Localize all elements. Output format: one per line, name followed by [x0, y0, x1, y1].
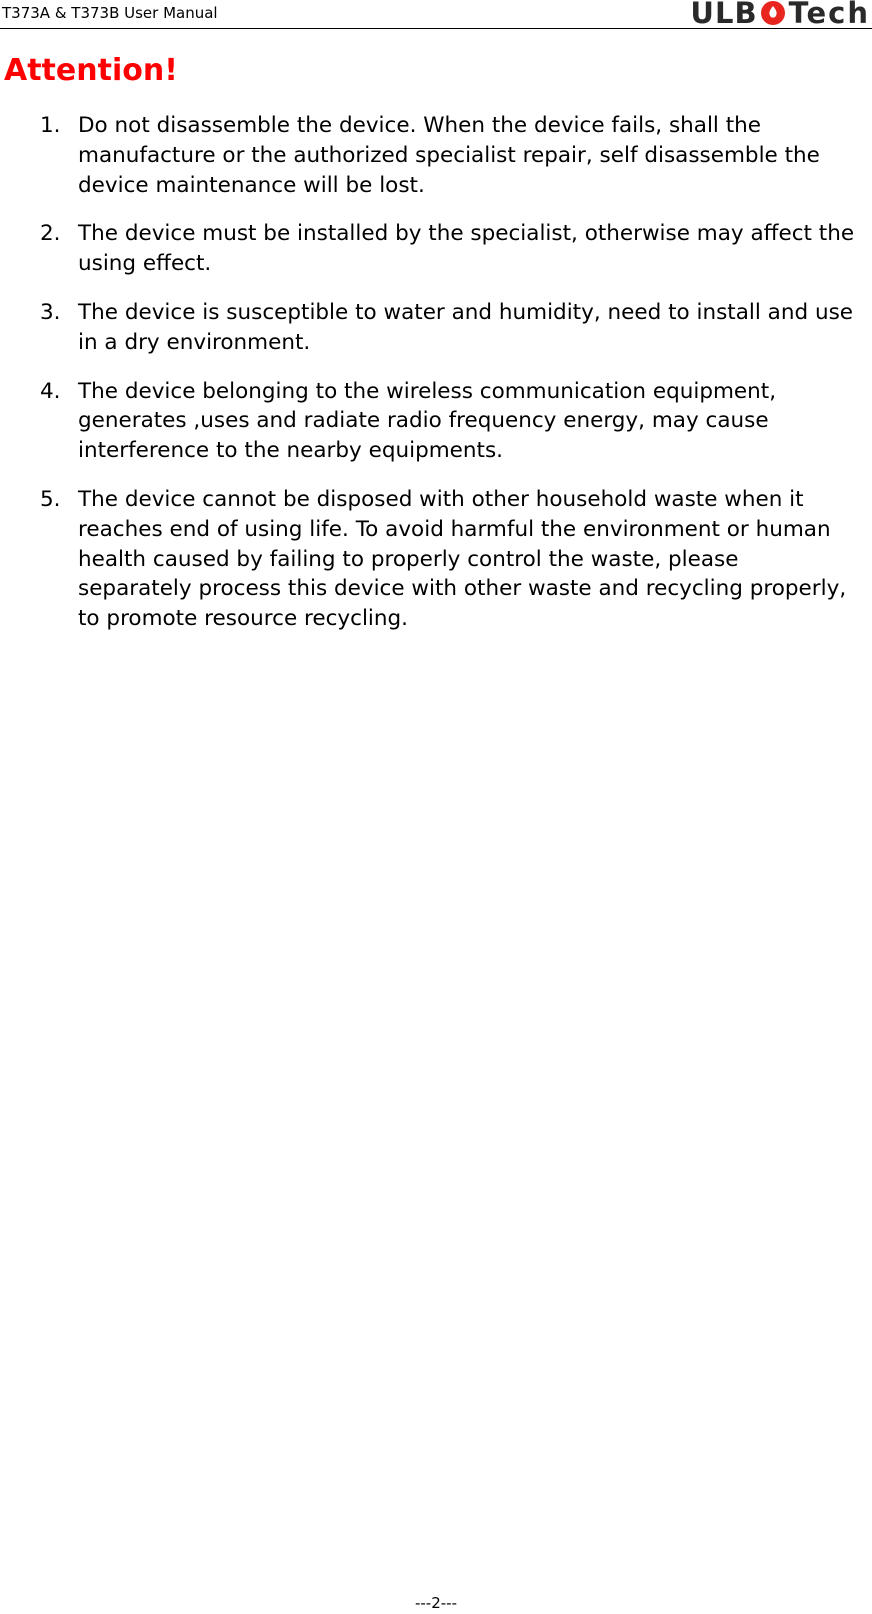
document-title: T373A & T373B User Manual: [2, 4, 218, 22]
attention-list: [40, 111, 870, 653]
logo-text-left: ULB: [690, 0, 758, 30]
list-item: [40, 219, 870, 279]
page-number: ---2---: [414, 1594, 458, 1612]
attention-heading: Attention!: [4, 53, 178, 88]
list-item-text: The device is susceptible to water and humidity, need to install and use in a dry environment.: [78, 299, 854, 355]
page-header: [0, 0, 872, 29]
list-item-text: The device must be installed by the specialist, otherwise may affect the using effect.: [78, 221, 855, 277]
list-item-number: 1.: [40, 113, 61, 138]
list-item-number: 5.: [40, 486, 61, 512]
list-item-number: 2.: [40, 221, 61, 247]
logo-text-right: Tech: [788, 0, 870, 30]
list-item-number: 3.: [40, 299, 61, 325]
list-item-number: 4.: [40, 378, 61, 404]
list-item: [40, 298, 870, 358]
list-item-text: Do not disassemble the device. When the device fails, shall the manufacture or the authorized specialist repair, self disassemble the device maintenance will be lost.: [78, 113, 820, 198]
list-item-text: The device cannot be disposed with other household waste when it reaches end of using life. To avoid harmful the environment or human health caused by failing to properly control the waste, please separately process this device with other waste and recycling properly, to promote resource recycling.: [78, 486, 847, 632]
list-item-text: The device belonging to the wireless communication equipment, generates ,uses and radiate radio frequency energy, may cause interference to the nearby equipments.: [78, 378, 777, 464]
company-logo: [690, 0, 870, 28]
list-item: [40, 377, 870, 466]
logo-mark-icon: [760, 0, 786, 26]
list-item: [40, 485, 870, 634]
list-item: [40, 111, 870, 200]
